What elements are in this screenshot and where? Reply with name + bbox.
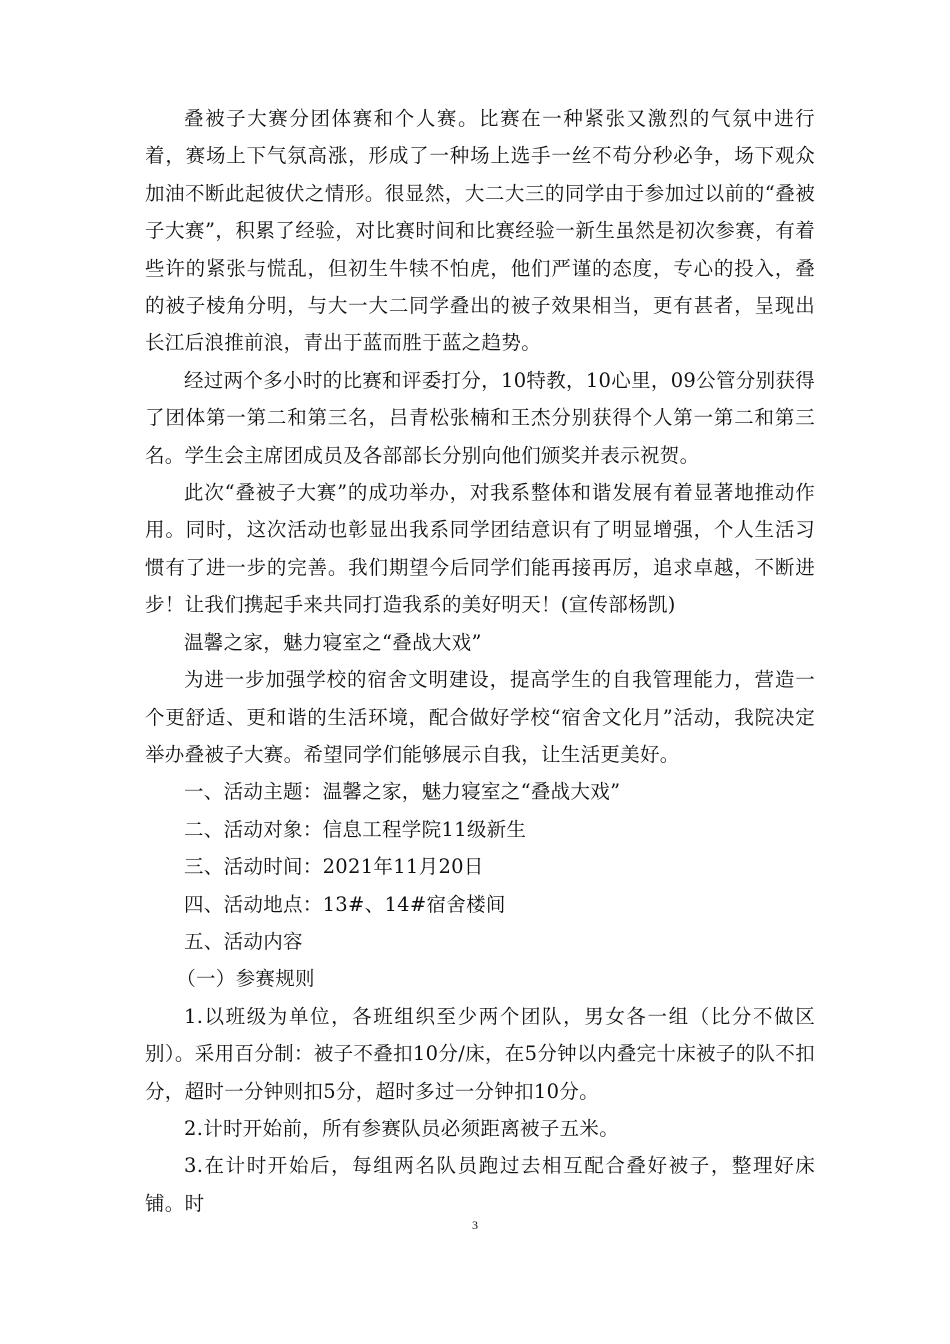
paragraph-conclusion: 此次“叠被子大赛”的成功举办，对我系整体和谐发展有着显著地推动作用。同时，这次活动也彰显出我系同学团结意识有了明显增强，个人生活习惯有了进一步的完善。我们期望今后同学们能再接再厉，追求卓越，不断进步！让我们携起手来共同打造我系的美好明天！(宣传部杨凯) [145, 481, 815, 617]
subsection-rules: （一）参赛规则 [176, 967, 315, 991]
section-title: 温馨之家，魅力寝室之“叠战大戏” [184, 630, 482, 654]
document-body [145, 100, 815, 1222]
paragraph-contest-atmosphere: 叠被子大赛分团体赛和个人赛。比赛在一种紧张又激烈的气氛中进行着，赛场上下气氛高涨，形成了一种场上选手一丝不苟分秒必争，场下观众加油不断此起彼伏之情形。很显然，大二大三的同学由于参加过以前的“叠被子大赛”，积累了经验，对比赛时间和比赛经验一新生虽然是初次参赛，有着些许的紧张与慌乱，但初生牛犊不怕虎，他们严谨的态度，专心的投入，叠的被子棱角分明，与大一大二同学叠出的被子效果相当，更有甚者，呈现出长江后浪推前浪，青出于蓝而胜于蓝之趋势。 [145, 107, 815, 355]
item-content: 五、活动内容 [184, 929, 303, 953]
rule-2: 2.计时开始前，所有参赛队员必须距离被子五米。 [184, 1116, 620, 1140]
paragraph-purpose: 为进一步加强学校的宿舍文明建设，提高学生的自我管理能力，营造一个更舒适、更和谐的生活环境，配合做好学校“宿舍文化月”活动，我院决定举办叠被子大赛。希望同学们能够展示自我，让生活更美好。 [145, 668, 815, 766]
paragraph-results: 经过两个多小时的比赛和评委打分，10特教，10心里，09公管分别获得了团体第一第二和第三名，吕青松张楠和王杰分别获得个人第一第二和第三名。学生会主席团成员及各部部长分别向他们颁奖并表示祝贺。 [145, 368, 815, 467]
item-location: 四、活动地点：13#、14#宿舍楼间 [184, 892, 506, 916]
item-theme: 一、活动主题：温馨之家，魅力寝室之“叠战大戏” [184, 780, 621, 804]
rule-3: 3.在计时开始后，每组两名队员跑过去相互配合叠好被子，整理好床铺。时 [145, 1154, 815, 1215]
page-number: 3 [472, 1218, 478, 1232]
rule-1: 1.以班级为单位，各班组织至少两个团队，男女各一组（比分不做区别）。采用百分制：被子不叠扣10分/床，在5分钟以内叠完十床被子的队不扣分，超时一分钟则扣5分，超时多过一分钟扣10分。 [145, 1004, 815, 1103]
item-participants: 二、活动对象：信息工程学院11级新生 [184, 817, 527, 841]
item-time: 三、活动时间：2021年11月20日 [184, 855, 484, 879]
